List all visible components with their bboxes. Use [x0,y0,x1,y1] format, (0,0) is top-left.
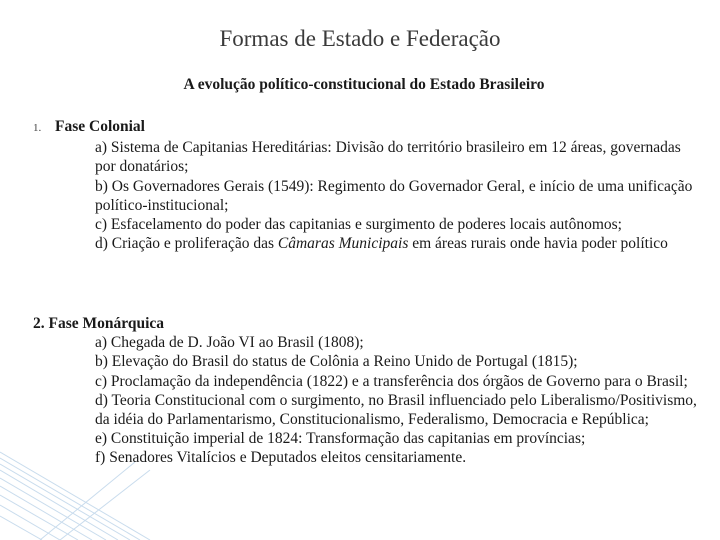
section-number: 1. [33,122,42,134]
page-title: Formas de Estado e Federação [219,26,501,51]
list-item: d) Teoria Constitucional com o surgimento, no Brasil influenciado pelo Liberalismo/Positivismo, da idéia do Parlamentarismo, Constitucionalismo, Federalismo, Democracia e República; [95,391,697,429]
section-heading: 2. Fase Monárquica [33,315,165,332]
list-item: c) Esfacelamento do poder das capitanias e surgimento de poderes locais autônomos; [95,216,622,234]
section-monarquica [33,314,703,468]
section-items [95,138,693,253]
item-text: d) Criação e proliferação das [95,235,278,253]
item-text: em áreas rurais onde havia poder político [408,235,668,253]
list-item: c) Proclamação da independência (1822) e a transferência dos órgãos de Governo para o Brasil; [95,372,688,390]
item-emphasis: Câmaras Municipais [277,235,409,253]
section-title: Fase Colonial [55,118,145,135]
section-heading [33,117,693,138]
list-item: b) Elevação do Brasil do status de Colônia a Reino Unido de Portugal (1815); [95,353,578,371]
list-item: e) Constituição imperial de 1824: Transformação das capitanias em províncias; [95,430,586,448]
section-colonial [33,117,693,253]
list-item: f) Senadores Vitalícios e Deputados eleitos censitariamente. [95,449,467,467]
list-item: b) Os Governadores Gerais (1549): Regimento do Governador Geral, e início de uma unificação político-institucional; [95,177,693,214]
list-item: a) Chegada de D. João VI ao Brasil (1808); [95,334,364,352]
list-item: a) Sistema de Capitanias Hereditárias: Divisão do território brasileiro em 12 áreas, governadas por donatários; [95,139,681,176]
section-items [95,333,703,467]
list-item [95,234,693,253]
page-subtitle: A evolução político-constitucional do Estado Brasileiro [183,76,545,93]
